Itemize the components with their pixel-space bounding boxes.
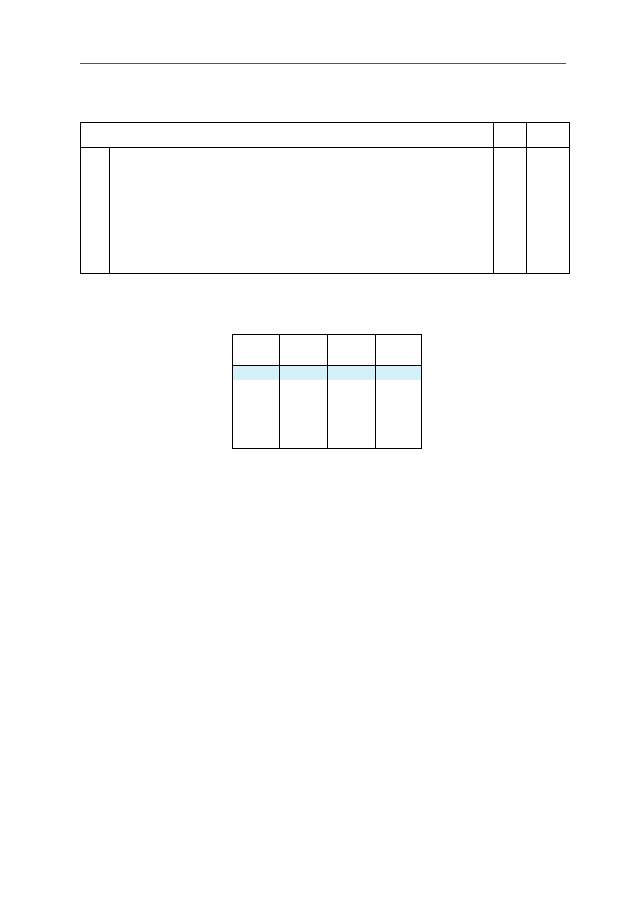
table3 <box>80 122 570 274</box>
header-divider <box>80 63 566 64</box>
table4-divider <box>327 335 328 448</box>
table4 <box>232 334 422 449</box>
table4-divider <box>375 335 376 448</box>
table3-divider <box>109 147 110 273</box>
nomogram-background <box>212 497 442 805</box>
table3-header-row <box>81 123 569 148</box>
table4-divider <box>279 335 280 448</box>
table3-divider <box>493 123 494 273</box>
nomogram-figure <box>212 497 442 805</box>
table3-divider <box>526 123 527 273</box>
